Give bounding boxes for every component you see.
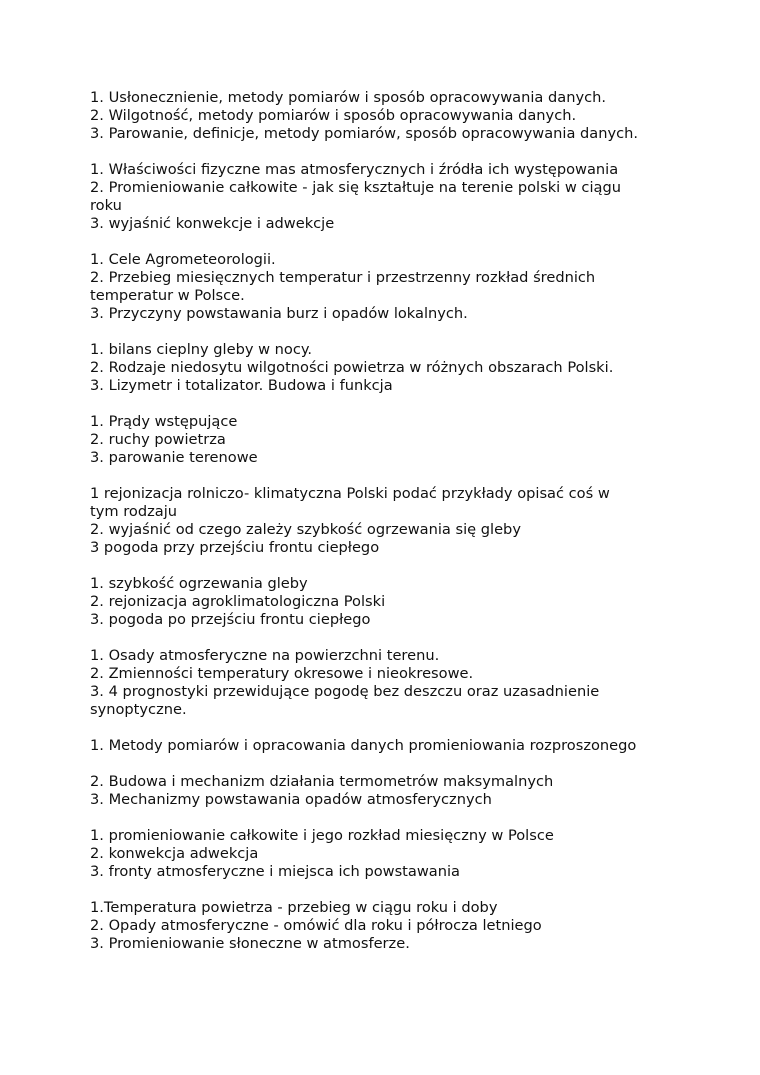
text-line: temperatur w Polsce. [90,287,245,304]
text-line: 1. promieniowanie całkowite i jego rozkład miesięczny w Polsce [90,827,554,844]
text-line: tym rodzaju [90,503,177,520]
text-line: synoptyczne. [90,701,187,718]
text-line: 3. Parowanie, definicje, metody pomiarów, sposób opracowywania danych. [90,125,639,142]
text-line: 1.Temperatura powietrza - przebieg w ciągu roku i doby [90,899,498,916]
document-page [90,89,690,971]
text-line: 3 pogoda przy przejściu frontu ciepłego [90,539,380,556]
text-line: 1. szybkość ogrzewania gleby [90,575,308,592]
text-line: 3. fronty atmosferyczne i miejsca ich powstawania [90,863,460,880]
text-line: 3. Promieniowanie słoneczne w atmosferze. [90,935,410,952]
text-line: 2. Rodzaje niedosytu wilgotności powietrza w różnych obszarach Polski. [90,359,614,376]
text-line: 1. Prądy wstępujące [90,413,238,430]
text-line: 3. Lizymetr i totalizator. Budowa i funkcja [90,377,393,394]
text-line: 1. Cele Agrometeorologii. [90,251,276,268]
text-line: 2. Zmienności temperatury okresowe i nieokresowe. [90,665,474,682]
text-line: 2. rejonizacja agroklimatologiczna Polski [90,593,386,610]
text-line: 3. 4 prognostyki przewidujące pogodę bez deszczu oraz uzasadnienie [90,683,600,700]
text-line: 1. Metody pomiarów i opracowania danych promieniowania rozproszonego [90,737,637,754]
text-line: 2. Budowa i mechanizm działania termometrów maksymalnych [90,773,554,790]
text-line: 1. Właściwości fizyczne mas atmosferycznych i źródła ich występowania [90,161,619,178]
question-group-3 [90,251,690,323]
text-line: 2. ruchy powietrza [90,431,226,448]
text-line: 3. parowanie terenowe [90,449,258,466]
question-group-5 [90,413,690,467]
text-line: 2. Promieniowanie całkowite - jak się kształtuje na terenie polski w ciągu [90,179,621,196]
text-line: 1. Usłonecznienie, metody pomiarów i sposób opracowywania danych. [90,89,607,106]
question-group-2 [90,161,690,233]
question-group-1 [90,89,690,143]
text-line: 3. wyjaśnić konwekcje i adwekcje [90,215,335,232]
text-line: roku [90,197,122,214]
text-line: 2. Opady atmosferyczne - omówić dla roku i półrocza letniego [90,917,542,934]
text-line: 2. konwekcja adwekcja [90,845,259,862]
question-group-7 [90,575,690,629]
text-line: 1. bilans cieplny gleby w nocy. [90,341,313,358]
question-group-9 [90,737,690,755]
text-line: 1. Osady atmosferyczne na powierzchni terenu. [90,647,440,664]
question-group-6 [90,485,690,557]
question-group-8 [90,647,690,719]
text-line: 2. Wilgotność, metody pomiarów i sposób opracowywania danych. [90,107,577,124]
question-group-10 [90,773,690,809]
question-group-12 [90,899,690,953]
text-line: 1 rejonizacja rolniczo- klimatyczna Polski podać przykłady opisać coś w [90,485,610,502]
text-line: 3. pogoda po przejściu frontu ciepłego [90,611,371,628]
question-group-11 [90,827,690,881]
text-line: 2. wyjaśnić od czego zależy szybkość ogrzewania się gleby [90,521,521,538]
text-line: 3. Przyczyny powstawania burz i opadów lokalnych. [90,305,468,322]
question-group-4 [90,341,690,395]
text-line: 3. Mechanizmy powstawania opadów atmosferycznych [90,791,492,808]
text-line: 2. Przebieg miesięcznych temperatur i przestrzenny rozkład średnich [90,269,596,286]
